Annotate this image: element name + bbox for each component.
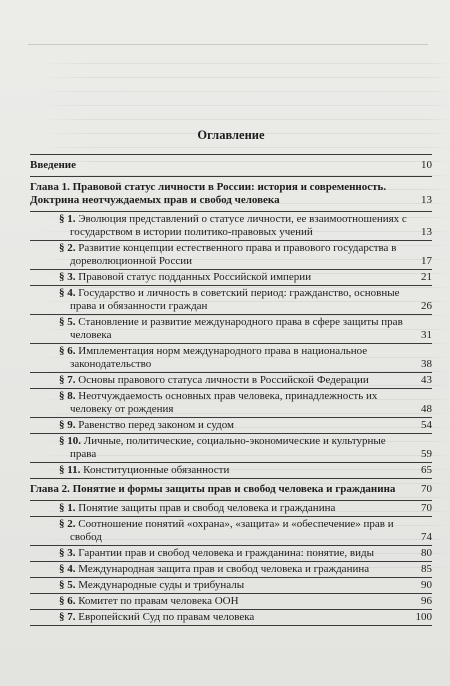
toc-section-text	[30, 374, 432, 387]
toc-chapter-page: 70	[421, 483, 432, 495]
toc-section-title: Международная защита прав и свобод человека и гражданина	[78, 563, 370, 575]
toc-section-page: 21	[421, 271, 432, 283]
toc-section-page: 43	[421, 374, 432, 386]
toc-section[interactable]	[30, 501, 432, 517]
toc-section-page: 31	[421, 329, 432, 341]
toc-section[interactable]	[30, 212, 432, 241]
toc-section[interactable]	[30, 463, 432, 479]
toc-section-text	[30, 287, 432, 313]
toc-section-number: § 5.	[59, 579, 76, 591]
toc-chapter-label: Глава 1. Правовой статус личности в России: история и современность. Доктрина неотчуждаемых прав и свобод человека	[30, 181, 387, 206]
toc-section[interactable]	[30, 389, 432, 418]
toc-section-number: § 7.	[59, 611, 76, 623]
toc-section-text	[30, 419, 432, 432]
toc-section-page: 59	[421, 448, 432, 460]
toc-chapter-label: Глава 2. Понятие и формы защиты прав и свобод человека и гражданина	[30, 483, 396, 495]
toc-section-page: 70	[421, 502, 432, 514]
toc-section-text	[30, 611, 432, 624]
toc-section-number: § 1.	[59, 213, 76, 225]
toc-chapter-page: 13	[421, 194, 432, 206]
toc-section-page: 65	[421, 464, 432, 476]
toc-section-title: Неотчуждаемость основных прав человека, принадлежность их человеку от рождения	[70, 390, 378, 415]
toc-chapter[interactable]	[30, 479, 432, 501]
toc-section-page: 13	[421, 226, 432, 238]
toc-section-number: § 6.	[59, 595, 76, 607]
toc-section-text	[30, 316, 432, 342]
toc-section[interactable]	[30, 286, 432, 315]
toc-section[interactable]	[30, 315, 432, 344]
toc-section-page: 100	[415, 611, 432, 623]
toc-section-number: § 11.	[59, 464, 81, 476]
toc-section-text	[30, 390, 432, 416]
table-of-contents	[30, 129, 432, 626]
toc-section-title: Личные, политические, социально-экономические и культурные права	[70, 435, 386, 460]
toc-section-page: 26	[421, 300, 432, 312]
toc-section-text	[30, 579, 432, 592]
toc-section-number: § 9.	[59, 419, 76, 431]
toc-chapters	[30, 177, 432, 626]
toc-section-number: § 2.	[59, 518, 76, 530]
toc-section-text	[30, 595, 432, 608]
toc-section-number: § 8.	[59, 390, 76, 402]
toc-section-title: Конституционные обязанности	[83, 464, 230, 476]
toc-section-page: 48	[421, 403, 432, 415]
toc-section-title: Основы правового статуса личности в Российской Федерации	[78, 374, 369, 386]
toc-section-title: Развитие концепции естественного права и правового государства в дореволюционной России	[70, 242, 397, 267]
toc-section-text	[30, 547, 432, 560]
toc-section-title: Европейский Суд по правам человека	[78, 611, 255, 623]
toc-section-text	[30, 563, 432, 576]
toc-section-text	[30, 464, 432, 477]
toc-section-page: 85	[421, 563, 432, 575]
toc-section-text	[30, 213, 432, 239]
toc-section[interactable]	[30, 610, 432, 626]
toc-section-title: Соотношение понятий «охрана», «защита» и «обеспечение» прав и свобод	[70, 518, 394, 543]
running-header-rule	[28, 44, 428, 45]
toc-section-title: Международные суды и трибуналы	[78, 579, 245, 591]
toc-section-text	[30, 242, 432, 268]
toc-intro-page: 10	[421, 159, 432, 171]
toc-section-text	[30, 271, 432, 284]
toc-section-page: 17	[421, 255, 432, 267]
toc-section-title: Гарантии прав и свобод человека и гражданина: понятие, виды	[78, 547, 374, 559]
toc-section[interactable]	[30, 434, 432, 463]
toc-section-number: § 4.	[59, 287, 76, 299]
toc-section-number: § 1.	[59, 502, 76, 514]
toc-section[interactable]	[30, 546, 432, 562]
toc-intro-label: Введение	[30, 159, 77, 171]
toc-section-title: Правовой статус подданных Российской империи	[78, 271, 312, 283]
toc-section[interactable]	[30, 418, 432, 434]
toc-section-page: 96	[421, 595, 432, 607]
toc-section[interactable]	[30, 517, 432, 546]
toc-section-page: 74	[421, 531, 432, 543]
toc-section-title: Государство и личность в советский период: гражданство, основные права и обязанности граждан	[70, 287, 400, 312]
toc-section[interactable]	[30, 594, 432, 610]
toc-section-number: § 5.	[59, 316, 76, 328]
toc-section-title: Становление и развитие международного права в сфере защиты прав человека	[70, 316, 403, 341]
toc-section[interactable]	[30, 373, 432, 389]
toc-section[interactable]	[30, 270, 432, 286]
toc-intro[interactable]	[30, 155, 432, 177]
toc-section-number: § 6.	[59, 345, 76, 357]
toc-section-text	[30, 518, 432, 544]
toc-section[interactable]	[30, 578, 432, 594]
toc-section[interactable]	[30, 562, 432, 578]
toc-section-title: Имплементация норм международного права в национальное законодательство	[70, 345, 368, 370]
toc-section[interactable]	[30, 344, 432, 373]
toc-section-text	[30, 435, 432, 461]
toc-section-page: 38	[421, 358, 432, 370]
toc-section-number: § 4.	[59, 563, 76, 575]
toc-section[interactable]	[30, 241, 432, 270]
toc-section-number: § 10.	[59, 435, 81, 447]
toc-section-page: 80	[421, 547, 432, 559]
toc-section-text	[30, 345, 432, 371]
toc-title: Оглавление	[197, 128, 265, 142]
toc-section-number: § 7.	[59, 374, 76, 386]
toc-section-title: Равенство перед законом и судом	[78, 419, 234, 431]
toc-chapter[interactable]	[30, 177, 432, 212]
toc-section-text	[30, 502, 432, 515]
toc-section-page: 54	[421, 419, 432, 431]
toc-section-title: Понятие защиты прав и свобод человека и гражданина	[78, 502, 336, 514]
toc-section-title: Комитет по правам человека ООН	[78, 595, 239, 607]
toc-section-title: Эволюция представлений о статусе личности, ее взаимоотношениях с государством в истории политико-правовых учений	[70, 213, 407, 238]
toc-section-number: § 3.	[59, 271, 76, 283]
toc-section-page: 90	[421, 579, 432, 591]
toc-section-number: § 2.	[59, 242, 76, 254]
toc-section-number: § 3.	[59, 547, 76, 559]
